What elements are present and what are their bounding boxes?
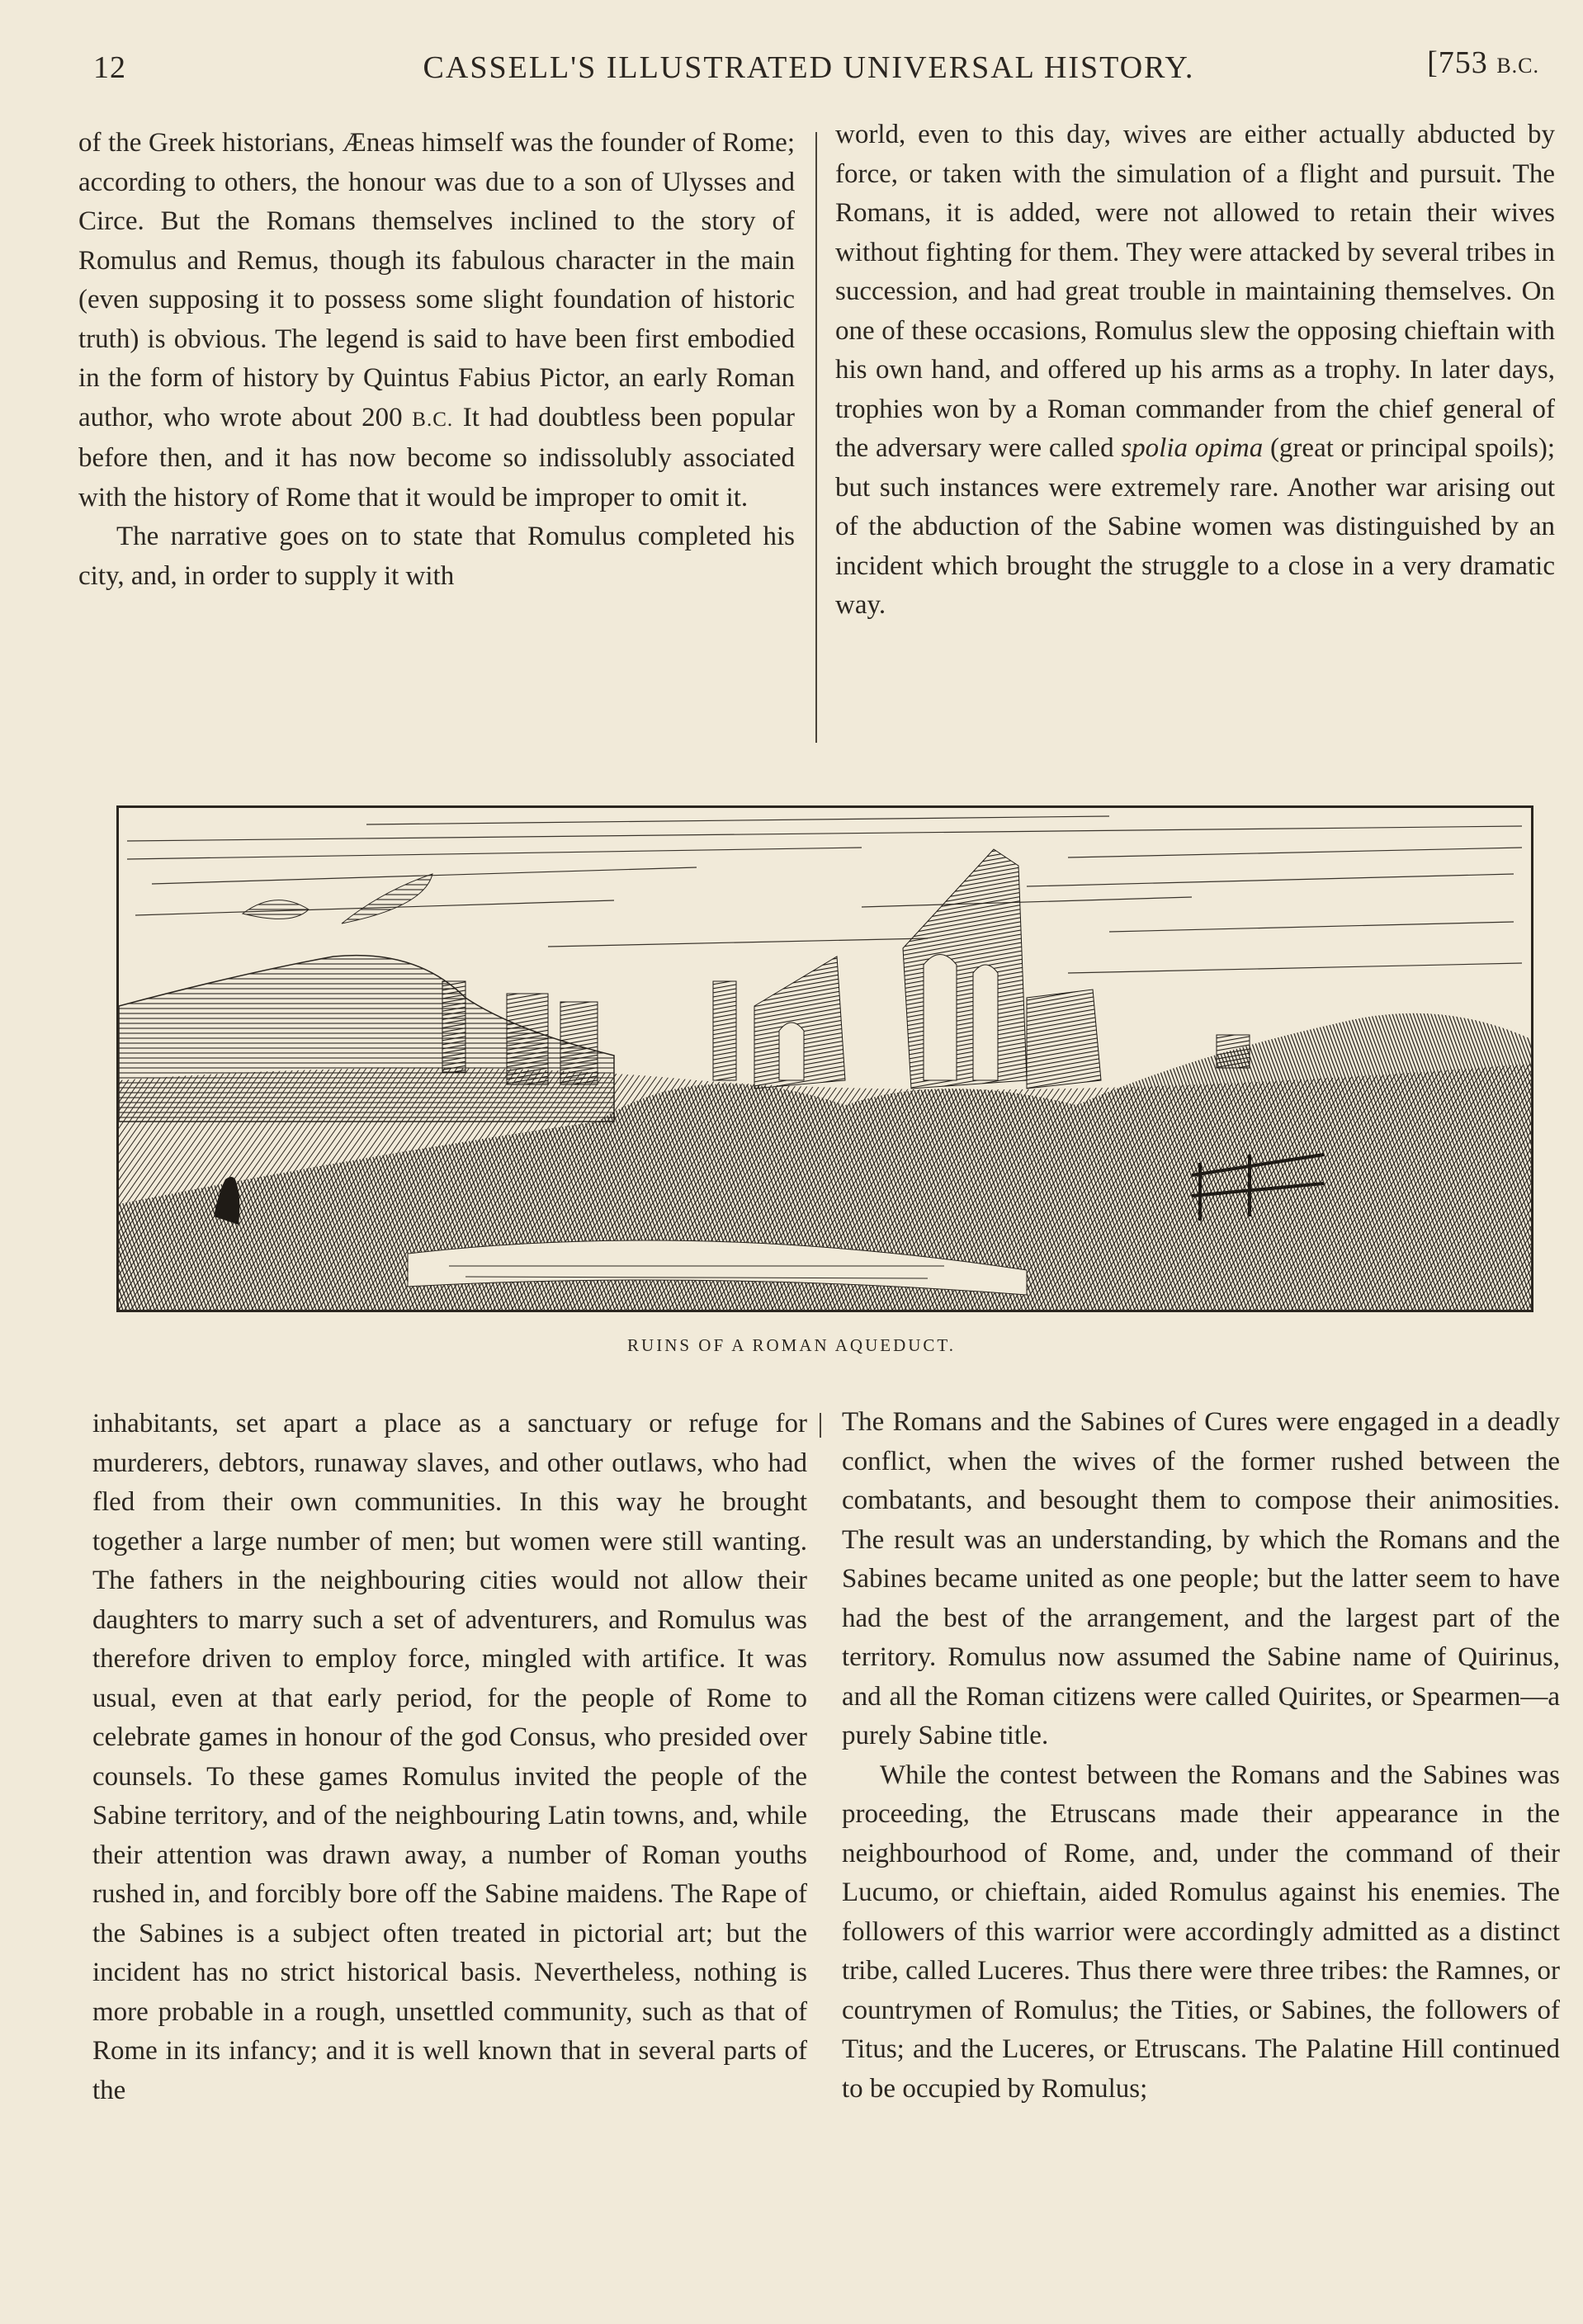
page-number: 12	[93, 50, 126, 85]
paragraph-text: world, even to this day, wives are either actually abducted by force, or taken with the simulation of a flight and pursuit. The Romans, it is added, were not allowed to retain their wives without fighting for them. They were attacked by several tribes in succession, and had great trouble in maintaining themselves. On one of these occasions, Romulus slew the opposing chieftain with his own hand, and offered up his arms as a trophy. In later days, trophies won by a Roman commander from the chief general of the adversary were called	[835, 120, 1555, 463]
paragraph-text: of the Greek historians, Æneas himself was the founder of Rome; according to others, the honour was due to a son of Ulysses and Circe. But the Romans themselves inclined to the story of Romulus and Remus, though its fabulous character in the main (even supposing it to possess some slight foundation of historic truth) is obvious. The legend is said to have been first embodied in the form of history by Quintus Fabius Pictor, an early Roman author, who wrote about 200	[78, 128, 795, 432]
aqueduct-engraving	[116, 805, 1533, 1312]
top-right-column	[835, 116, 1555, 626]
paragraph-text: (great or principal spoils); but such instances were extremely rare. Another war arising out of the abduction of the Sabine women was distinguished by an incident which brought the struggle to a close in a very dramatic way.	[835, 433, 1555, 620]
column-rule-bottom	[820, 1413, 821, 1438]
paragraph: The Romans and the Sabines of Cures were engaged in a deadly conflict, when the wives of the former rushed between the combatants, and besought them to compose their animosities. The result was an understanding, by which the Romans and the Sabines became united as one people; but the latter seem to have had the best of the arrangement, and the largest part of the territory. Romulus now assumed the Sabine name of Quirinus, and all the Roman citizens were called Quirites, or Spearmen—a purely Sabine title.	[842, 1407, 1560, 1750]
top-left-column	[78, 124, 795, 596]
figure-caption: RUINS OF A ROMAN AQUEDUCT.	[627, 1335, 956, 1355]
paragraph	[835, 116, 1555, 626]
engraving-image	[119, 808, 1531, 1310]
paragraph: While the contest between the Romans and the Sabines was proceeding, the Etruscans made their appearance in the neighbourhood of Rome, and, under the command of their Lucumo, or chieftain, aided Romulus against his enemies. The followers of this warrior were accordingly admitted as a distinct tribe, called Luceres. Thus there were three tribes: the Ramnes, or countrymen of Romulus; the Tities, or Sabines, the followers of Titus; and the Luceres, or Etruscans. The Palatine Hill continued to be occupied by Romulus;	[842, 1760, 1560, 2104]
header-date-year: [753	[1427, 45, 1497, 80]
paragraph-text: It had doubtless been popular before then, and it has now become so indissolubly associated with the history of Rome that it would be improper to omit it.	[78, 402, 795, 513]
running-title: CASSELL'S ILLUSTRATED UNIVERSAL HISTORY.	[423, 50, 1195, 85]
era-abbrev: B.C.	[412, 408, 454, 431]
bottom-right-column	[842, 1403, 1560, 2109]
paragraph: The narrative goes on to state that Romulus completed his city, and, in order to supply it with	[78, 522, 795, 591]
paragraph	[78, 124, 795, 517]
column-rule-top	[815, 132, 817, 743]
header-date	[1427, 45, 1539, 81]
paragraph: inhabitants, set apart a place as a sanctuary or refuge for murderers, debtors, runaway slaves, and other outlaws, who had fled from their own communities. In this way he brought together a large number of men; but women were still wanting. The fathers in the neighbouring cities would not allow their daughters to marry such a set of adventurers, and Romulus was therefore driven to employ force, mingled with artifice. It was usual, even at that early period, for the people of Rome to celebrate games in honour of the god Consus, who presided over counsels. To these games Romulus invited the people of the Sabine territory, and of the neighbouring Latin towns, and, while their attention was drawn away, a number of Roman youths rushed in, and forcibly bore off the Sabine maidens. The Rape of the Sabines is a subject often treated in pictorial art; but the incident has no strict historical basis. Nevertheless, nothing is more probable in a rough, unsettled community, such as that of Rome in its infancy; and it is well known that in several parts of the	[92, 1409, 807, 2105]
running-header	[78, 40, 1539, 89]
bottom-left-column	[92, 1405, 807, 2110]
italic-term: spolia opima	[1121, 433, 1264, 463]
header-date-era: B.C.	[1496, 54, 1539, 78]
